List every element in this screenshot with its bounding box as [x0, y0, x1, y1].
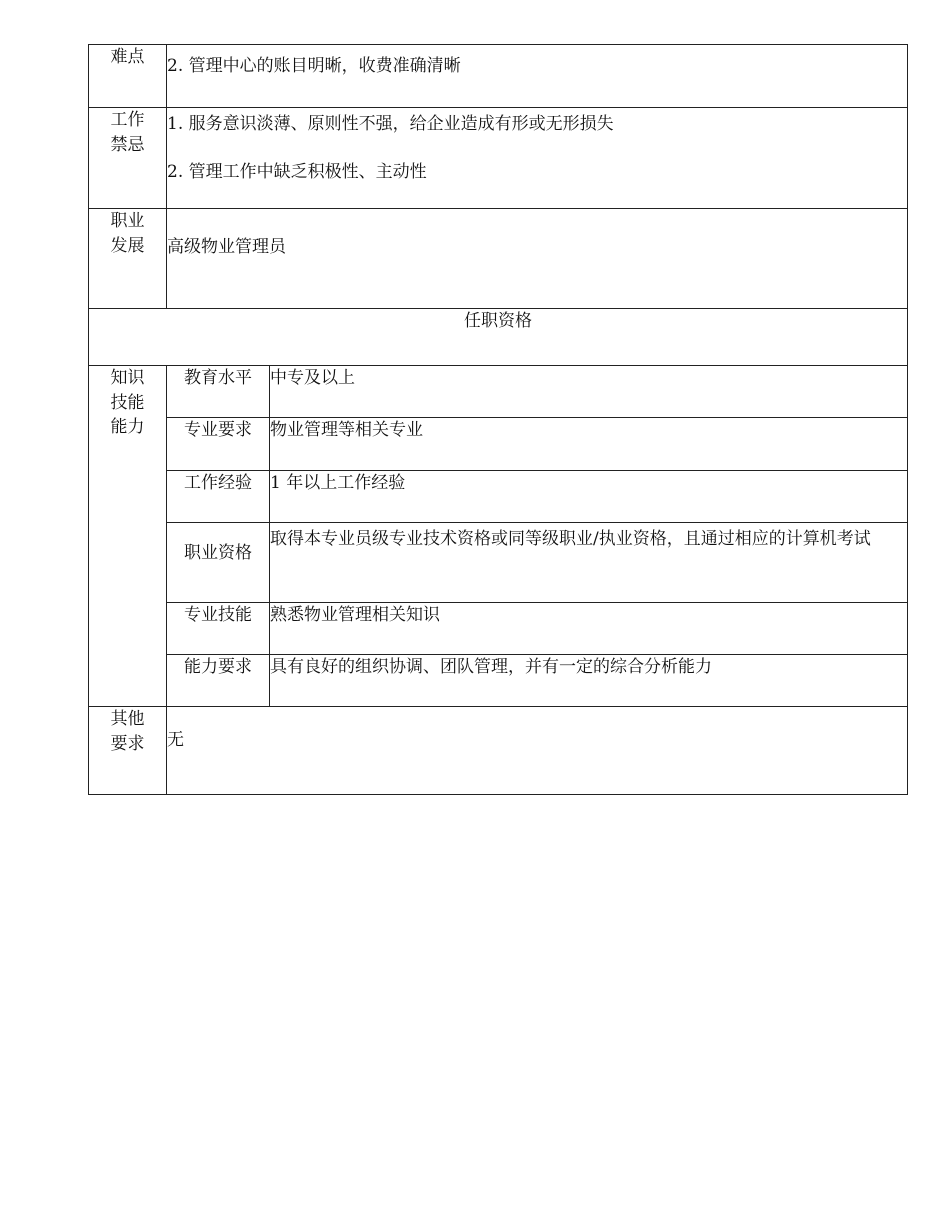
- difficulty-item: 2. 管理中心的账目明晰，收费准确清晰: [167, 56, 461, 76]
- qualification-row: [89, 655, 908, 707]
- prohibition-item: 2. 管理工作中缺乏积极性、主动性: [167, 161, 427, 182]
- qualification-item-value: 1 年以上工作经验: [270, 471, 908, 523]
- qualification-row: [89, 471, 908, 523]
- row-qualification-title: [89, 309, 908, 366]
- prohibitions-content: [167, 108, 908, 209]
- difficulty-label: 难点: [89, 45, 167, 108]
- difficulty-content: [167, 45, 908, 108]
- qualification-item-label: 职业资格: [167, 523, 270, 603]
- row-difficulty: [89, 45, 908, 108]
- qualification-item-value: 物业管理等相关专业: [270, 418, 908, 471]
- qualification-row: [89, 523, 908, 603]
- qualification-item-value: 中专及以上: [270, 366, 908, 418]
- prohibitions-label: 工作 禁忌: [89, 108, 167, 209]
- qualification-item-value: 熟悉物业管理相关知识: [270, 603, 908, 655]
- career-text: 高级物业管理员: [167, 237, 286, 257]
- qualification-item-label: 工作经验: [167, 471, 270, 523]
- qualification-row: [89, 418, 908, 471]
- job-description-table: [88, 44, 908, 795]
- qualification-group-label: 知识 技能 能力: [89, 366, 167, 707]
- qualification-row: [89, 366, 908, 418]
- prohibition-item: 1. 服务意识淡薄、原则性不强，给企业造成有形或无形损失: [167, 114, 614, 134]
- career-content: [167, 209, 908, 309]
- career-label: 职业 发展: [89, 209, 167, 309]
- qualification-title: 任职资格: [89, 309, 908, 366]
- other-content: [167, 707, 908, 795]
- other-text: 无: [167, 730, 184, 750]
- qualification-item-value: 取得本专业员级专业技术资格或同等级职业/执业资格，且通过相应的计算机考试: [270, 523, 908, 603]
- other-label: 其他 要求: [89, 707, 167, 795]
- qualification-item-label: 专业技能: [167, 603, 270, 655]
- qualification-item-label: 教育水平: [167, 366, 270, 418]
- row-career: [89, 209, 908, 309]
- qualification-item-value: 具有良好的组织协调、团队管理，并有一定的综合分析能力: [270, 655, 908, 707]
- row-prohibitions: [89, 108, 908, 209]
- qualification-item-label: 能力要求: [167, 655, 270, 707]
- row-other: [89, 707, 908, 795]
- qualification-row: [89, 603, 908, 655]
- qualification-item-label: 专业要求: [167, 418, 270, 471]
